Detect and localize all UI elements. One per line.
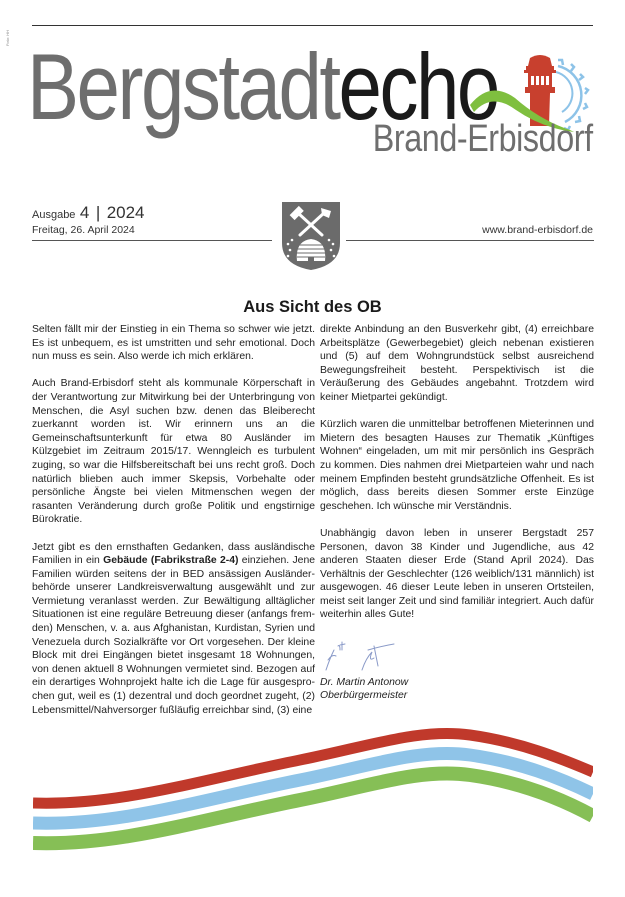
wave-decoration-icon [0,720,625,897]
signatory-name: Dr. Martin Antonow [320,676,409,688]
masthead-title-part1: Bergstadt [27,34,339,139]
article-paragraph: direkte Anbindung an den Busverkehr gibt, (4) erreichbare Arbeitsplätze (Gewerbegebiet) gleich nebenan existieren und (5) auf dem Wohngrundstück selbst ausreichend Bewegungsfreiheit besteht. Perspektivisch ist die Veräußerung des Gebäudes angebahnt. Trotzdem wird keiner Mietpartei gekündigt. [320,324,594,403]
article-text: einziehen. Jene Familien würden seitens der in BED ansässigen Ausländerbehörde unserer Landkreisverwaltung ausgewählt und zur Vermietung veranlasst werden. Zur Bewältigung alltäglicher Situationen ist eine reguläre Betreuung dieser (anfangs fremden) Menschen, v. a. aus Afghanistan, Kurdistan, Syrien und Venezuela durch Sozialkräfte vor Ort vorgesehen. Der kleine Block mit drei Eingängen bietet insgesamt 18 Wohnungen, von denen aktuell 8 Wohnungen vermietet sind. Bezogen auf ein derartiges Wohnprojekt halte ich die Lage für ausgesprochen gut, weil es (1) dezentral und doch geordnet zugeht, (2) Lebensmittel/Nahversorger fußläufig erreichbar sind, (3) eine [32,555,315,716]
article-headline: Aus Sicht des OB [243,298,382,316]
issue-number: 4 [79,203,90,222]
article-paragraph: Auch Brand-Erbisdorf steht als kommunale Körperschaft in der Verantwortung zur Mitwirkung bei der Unterbringung von Menschen, die Asyl suchen bzw. denen das Bleiberecht zuerkannt worden ist. Wir erinnern uns an die Gemeinschaftsunterkunft für etwa 80 Ausländer im Külzgebiet im Zeitraum 2015/17. Wenngleich es turbulent zuging, so war die Hilfsbereitschaft bei uns recht groß. Doch natürlich blieben auch immer Skepsis, Vorbehalte oder persönliche Ängste bei vielen Mitmenschen wegen der rasanten Veränderung durch große Politik und engstirnige Bürokratie. [32,378,315,526]
issue-year: 2024 [106,203,145,222]
issue-date: Freitag, 26. April 2024 [32,224,135,236]
issue-divider-right [346,240,594,241]
issue-info [32,203,145,223]
top-divider [32,25,593,26]
issue-separator: | [95,203,101,222]
issue-label: Ausgabe [32,209,76,221]
coat-of-arms-icon [281,201,341,271]
article-paragraph: Kürzlich waren die unmittelbar betroffenen Mieterinnen und Mietern des besagten Hauses zur Thematik „Künftiges Wohnen“ eingeladen, um mit mir persönlich ins Gespräch zu kommen. Dies nahmen drei Mietparteien wahr und nach meinem Empfinden besteht grundsätzliche Offenheit. Es ist möglich, dass bereits diesen Sommer erste Einzüge geschehen. Ich wünsche mir Verständnis. [320,419,594,512]
photo-credit: Foto: HH [5,30,10,47]
issue-divider-left [32,240,272,241]
article-column-left [32,323,315,731]
building-address-emphasis: Gebäude (Fabrikstraße 2-4) [103,555,239,567]
article-paragraph [32,541,315,718]
signature-icon [322,636,402,676]
article-paragraph: Unabhängig davon leben in unserer Bergstadt 257 Personen, davon 38 Kinder und Jugendliche, aus 42 anderen Staaten dieser Erde (Stand April 2024). Das Verhältnis der Geschlechter (126 weiblich/131 männlich) ist ausgewogen. 46 dieser Leute leben in unseren Ortsteilen, meist seit langer Zeit und sind familiär integriert. Auch dafür weiterhin alles Gute! [320,527,594,621]
article-text: Jetzt gibt es den ernsthaften Gedanken, dass ausländische Familien in ein [32,541,315,567]
website-link[interactable]: www.brand-erbisdorf.de [482,224,593,236]
masthead-title-part2: echo [338,34,498,139]
masthead-subtitle: Brand-Erbisdorf [373,118,593,160]
article-paragraph: Selten fällt mir der Einstieg in ein Thema so schwer wie jetzt. Es ist unbequem, es ist umstritten und sehr emotional. Doch nun muss es sein. Also werde ich mich erklären. [32,324,315,363]
signatory-role: Oberbürgermeister [320,690,408,702]
article-column-right [320,323,594,703]
